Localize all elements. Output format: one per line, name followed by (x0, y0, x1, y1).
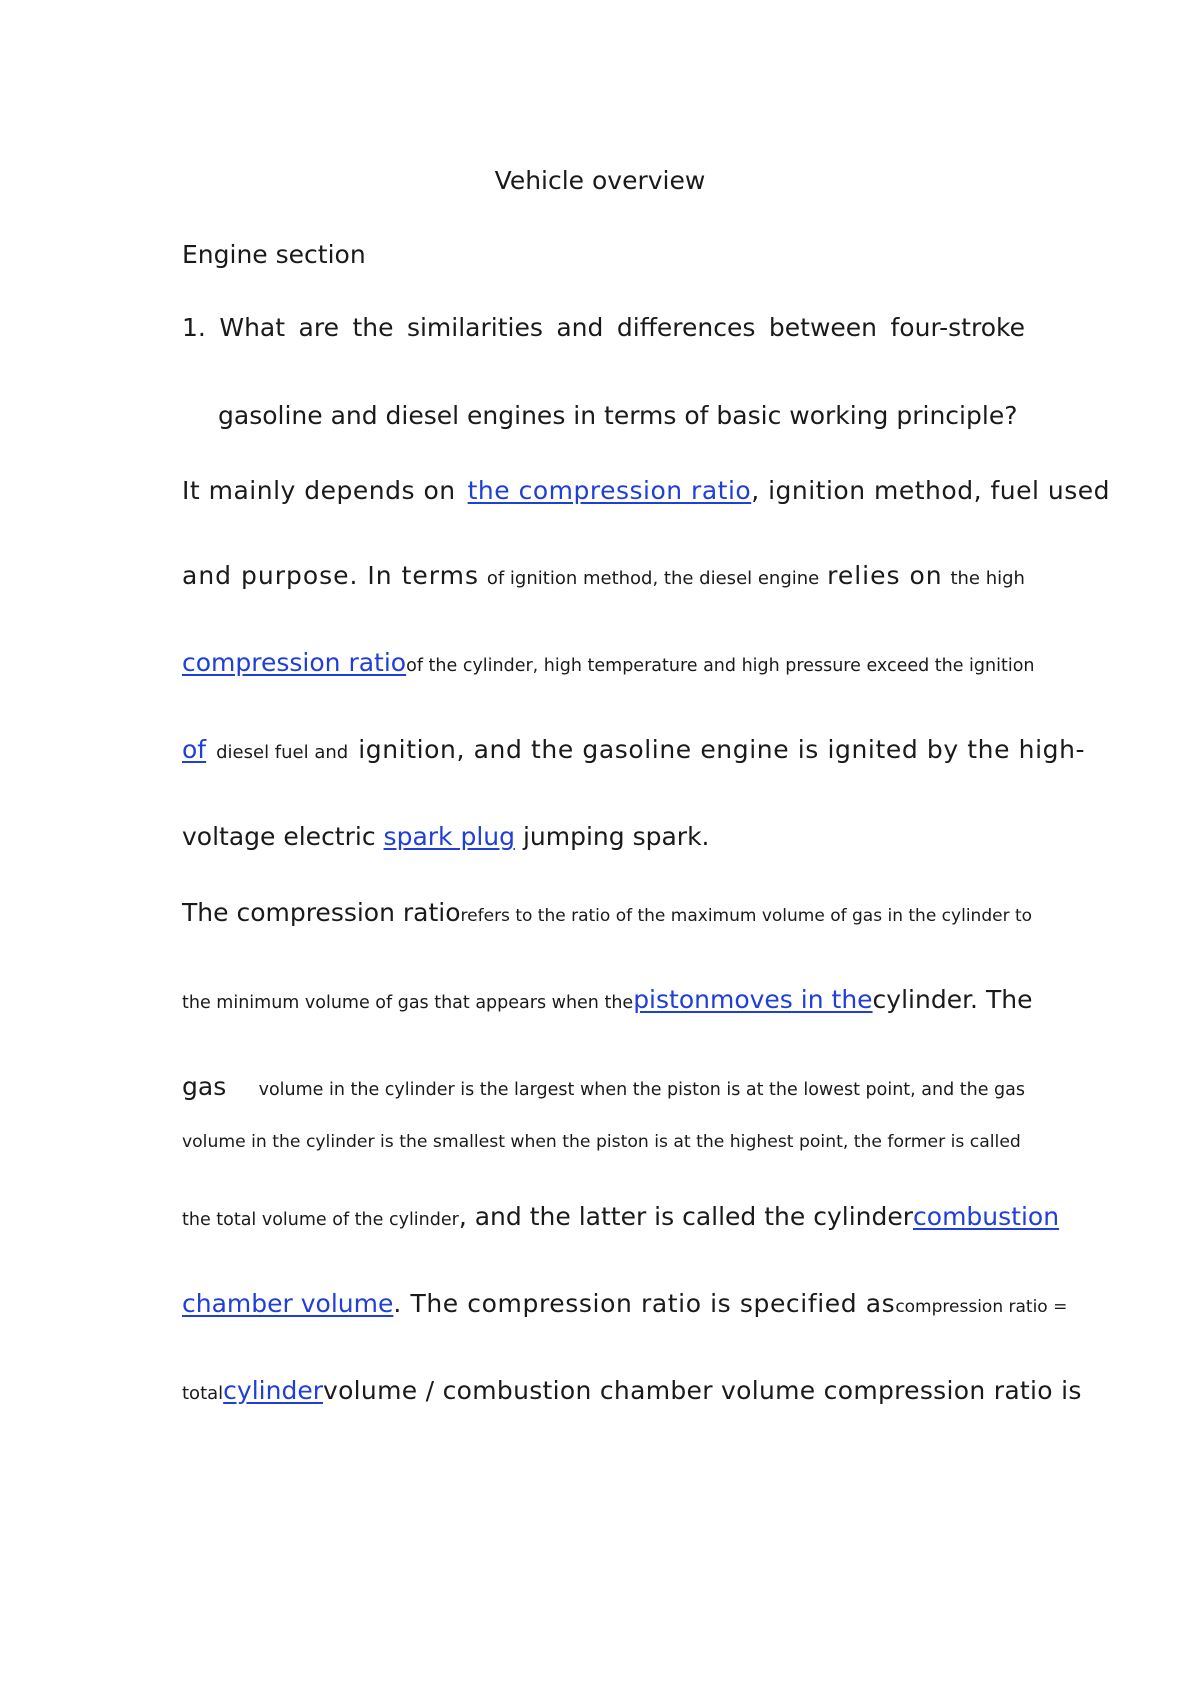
para2-text-small: the minimum volume of gas that appears when the (182, 993, 634, 1013)
para2-line-1 (182, 898, 1033, 927)
para1-line-2 (182, 563, 1025, 588)
question-line-2: gasoline and diesel engines in terms of basic working principle? (218, 401, 1018, 430)
link-compression-ratio-2[interactable]: compression ratio (182, 648, 407, 677)
question-word: between (768, 313, 878, 342)
para2-group (182, 1291, 895, 1316)
para2-line-7 (182, 1376, 1082, 1405)
para2-text: gas (182, 1072, 227, 1101)
para2-line-5 (182, 1202, 1060, 1231)
para2-text: The compression ratio (182, 898, 461, 927)
link-spark-plug[interactable]: spark plug (383, 822, 515, 851)
question-word: differences (616, 313, 756, 342)
question-line-1 (182, 315, 1025, 340)
para1-text-small: diesel fuel and (216, 742, 349, 763)
para1-link-wrap (456, 478, 1110, 503)
question-word: similarities (406, 313, 543, 342)
para2-line-4: volume in the cylinder is the smallest when the piston is at the highest point, the former is called (182, 1132, 1021, 1152)
para1-text: jumping spark. (522, 822, 710, 851)
para2-text: cylinder. The (872, 985, 1033, 1014)
question-number: 1. (182, 313, 206, 342)
para1-line-3 (182, 648, 1035, 677)
question-word: and (556, 313, 604, 342)
para2-text-small: refers to the ratio of the maximum volume of gas in the cylinder to (460, 906, 1033, 926)
para2-text-small: the total volume of the cylinder (182, 1210, 459, 1230)
para2-text-small: compression ratio = (895, 1297, 1068, 1317)
page-title: Vehicle overview (494, 166, 706, 195)
question-word: are (298, 313, 339, 342)
para2-line-2 (182, 985, 1033, 1014)
link-piston[interactable]: piston (633, 985, 710, 1014)
para1-text-small: the high (950, 568, 1025, 589)
para1-text-small: of the cylinder, high temperature and high pressure exceed the ignition (406, 656, 1035, 676)
link-of[interactable]: of (182, 735, 207, 764)
question-word: What (219, 313, 286, 342)
para2-line-3 (182, 1074, 1025, 1100)
para2-text-small: total (182, 1383, 224, 1404)
para2-text: volume / combustion chamber volume compression ratio is (322, 1376, 1082, 1405)
para1-text: and purpose. In terms (182, 561, 480, 590)
link-chamber-volume[interactable]: chamber volume (182, 1289, 394, 1318)
link-moves-in-the[interactable]: moves in the (709, 985, 873, 1014)
para2-text: , and the latter is called the cylinder (458, 1202, 914, 1231)
para1-text: It mainly depends on (182, 476, 456, 505)
para1-text: , ignition method, fuel used (751, 476, 1110, 505)
link-compression-ratio[interactable]: the compression ratio (467, 476, 752, 505)
para2-text: . The compression ratio is specified as (393, 1289, 896, 1318)
question-word: four-stroke (890, 313, 1025, 342)
link-combustion[interactable]: combustion (913, 1202, 1060, 1231)
para1-line-4 (182, 735, 1086, 764)
para1-text: voltage electric (182, 822, 376, 851)
para2-text-small: volume in the cylinder is the largest when the piston is at the lowest point, and the gas (258, 1080, 1025, 1100)
para1-line-1 (182, 476, 1110, 505)
section-heading: Engine section (182, 240, 366, 269)
question-word: the (352, 313, 394, 342)
para1-line-5 (182, 824, 1025, 849)
para2-line-6 (182, 1289, 1068, 1318)
para1-text: ignition, and the gasoline engine is ignited by the high- (358, 735, 1086, 764)
para1-text: relies on (827, 561, 943, 590)
link-cylinder[interactable]: cylinder (223, 1376, 323, 1405)
para1-text-small: of ignition method, the diesel engine (486, 568, 820, 589)
